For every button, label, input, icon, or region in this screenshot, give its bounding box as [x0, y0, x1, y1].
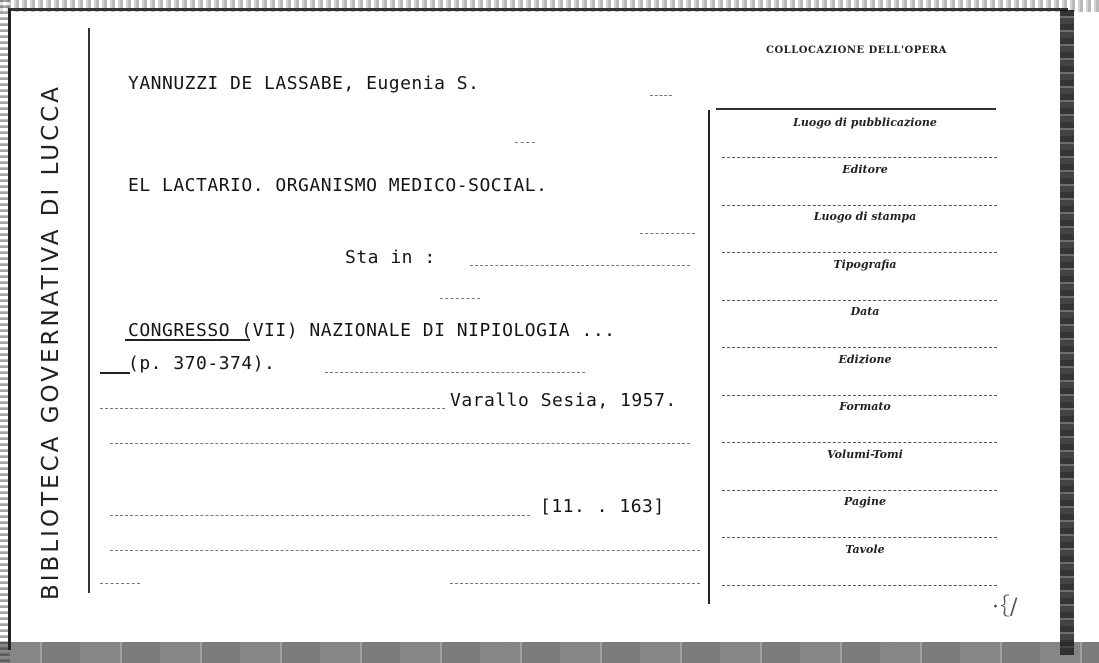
dash-line [470, 265, 690, 266]
source-line-2: (p. 370-374). [128, 353, 276, 374]
field-line [722, 395, 997, 396]
in-label: Sta in : [345, 247, 436, 268]
field-line [722, 300, 997, 301]
source-underline [125, 339, 250, 341]
field-line [722, 205, 997, 206]
field-line [722, 442, 997, 443]
dash-line [515, 142, 535, 143]
library-label: BIBLIOTECA GOVERNATIVA DI LUCCA [38, 84, 64, 600]
field-luogo-stampa: Luogo di stampa [813, 210, 917, 223]
field-line [722, 347, 997, 348]
field-luogo-pubblicazione: Luogo di pubblicazione [793, 116, 937, 129]
field-editore: Editore [842, 163, 888, 176]
field-pagine: Pagine [844, 495, 886, 508]
handwritten-mark: ·｛/ [992, 595, 1018, 620]
card-right-edge [1060, 10, 1074, 655]
field-volumi-tomi: Volumi-Tomi [827, 448, 903, 461]
dash-line [650, 95, 672, 96]
field-line [722, 490, 997, 491]
source-underline [100, 372, 130, 374]
dash-line [110, 550, 700, 551]
panel-top-rule [716, 108, 996, 110]
dash-line [440, 298, 480, 299]
dash-line [100, 583, 140, 584]
field-data: Data [850, 305, 880, 318]
collocation-heading: COLLOCAZIONE DELL'OPERA [766, 45, 947, 56]
field-formato: Formato [839, 400, 891, 413]
field-edizione: Edizione [838, 353, 892, 366]
dash-line [100, 408, 445, 409]
title-line: EL LACTARIO. ORGANISMO MEDICO-SOCIAL. [128, 175, 548, 196]
panel-divider [708, 110, 710, 604]
dash-line [325, 372, 585, 373]
field-line [722, 585, 997, 586]
margin-rule [88, 28, 90, 593]
shelfmark: [11. . 163] [540, 496, 665, 517]
dash-line [110, 515, 530, 516]
imprint-line: Varallo Sesia, 1957. [450, 390, 677, 411]
field-line [722, 537, 997, 538]
author-line: YANNUZZI DE LASSABE, Eugenia S. [128, 73, 480, 94]
field-line [722, 157, 997, 158]
card-bottom-edge [0, 642, 1099, 663]
dash-line [450, 583, 700, 584]
field-line [722, 252, 997, 253]
field-tavole: Tavole [845, 543, 885, 556]
dash-line [640, 233, 695, 234]
dash-line [110, 443, 690, 444]
field-tipografia: Tipografia [833, 258, 897, 271]
source-line-1: CONGRESSO (VII) NAZIONALE DI NIPIOLOGIA ... [128, 320, 616, 341]
